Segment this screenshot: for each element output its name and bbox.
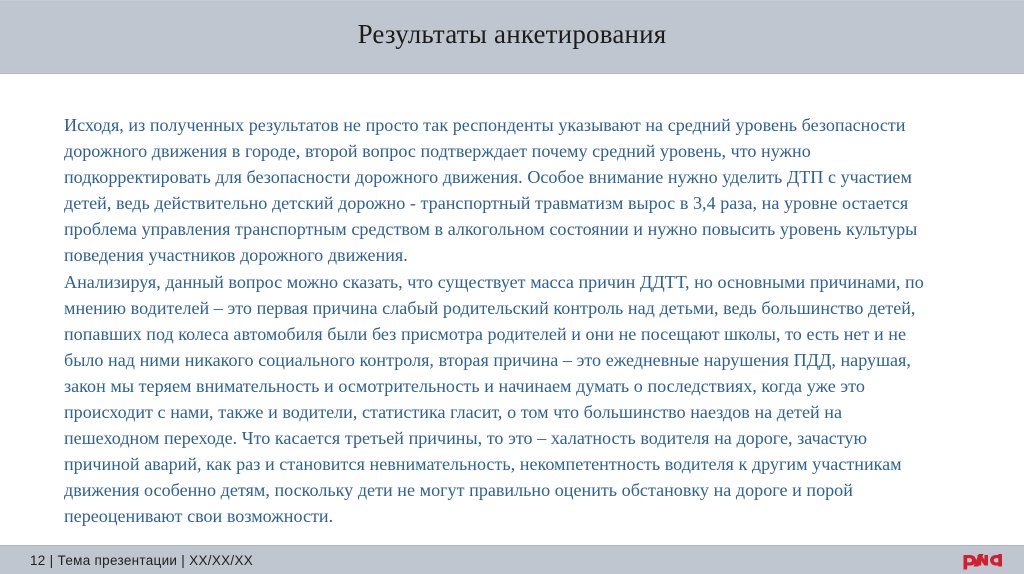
footer-caption: 12 | Тема презентации | XX/XX/XX: [30, 553, 254, 568]
body-paragraph-2: Анализируя, данный вопрос можно сказать, что существует масса причин ДДТТ, но основными причинами, по мнению водителей – это первая причина слабый родительский контроль над детьми, ведь большинство детей, попавших под колеса автомобиля были без присмотра родителей и они не посещают школы, то есть нет и не было над ними никакого социального контроля, вторая причина – это ежедневные нарушения ПДД, нарушая, закон мы теряем внимательность и осмотрительность и начинаем думать о последствиях, когда уже это происходит с нами, также и водители, статистика гласит, о том что большинство наездов на детей на пешеходном переходе. Что касается третьей причины, то это – халатность водителя на дороге, зачастую причиной аварий, как раз и становится невнимательность, некомпетентность водителя к другим участникам движения особенно детям, поскольку дети не могут правильно оценить обстановку на дороге и порой переоценивают свои возможности.: [64, 271, 924, 527]
body-paragraph-1: Исходя, из полученных результатов не просто так респонденты указывают на средний уровень безопасности дорожного движения в городе, второй вопрос подтверждает почему средний уровень, что нужно подкорректировать для безопасности дорожного движения. Особое внимание нужно уделить ДТП с участием детей, ведь действительно детский дорожно - транспортный травматизм вырос в 3,4 раза, на уровне остается проблема управления транспортным средством в алкогольном состоянии и нужно повысить уровень культуры поведения участников дорожного движения.: [64, 115, 918, 266]
header-top-rule: [0, 0, 1024, 1]
slide-title: Результаты анкетирования: [357, 19, 667, 49]
slide-footer-band: [0, 545, 1024, 574]
slide-body: [64, 112, 936, 530]
rzd-logo-icon: [962, 551, 1006, 570]
